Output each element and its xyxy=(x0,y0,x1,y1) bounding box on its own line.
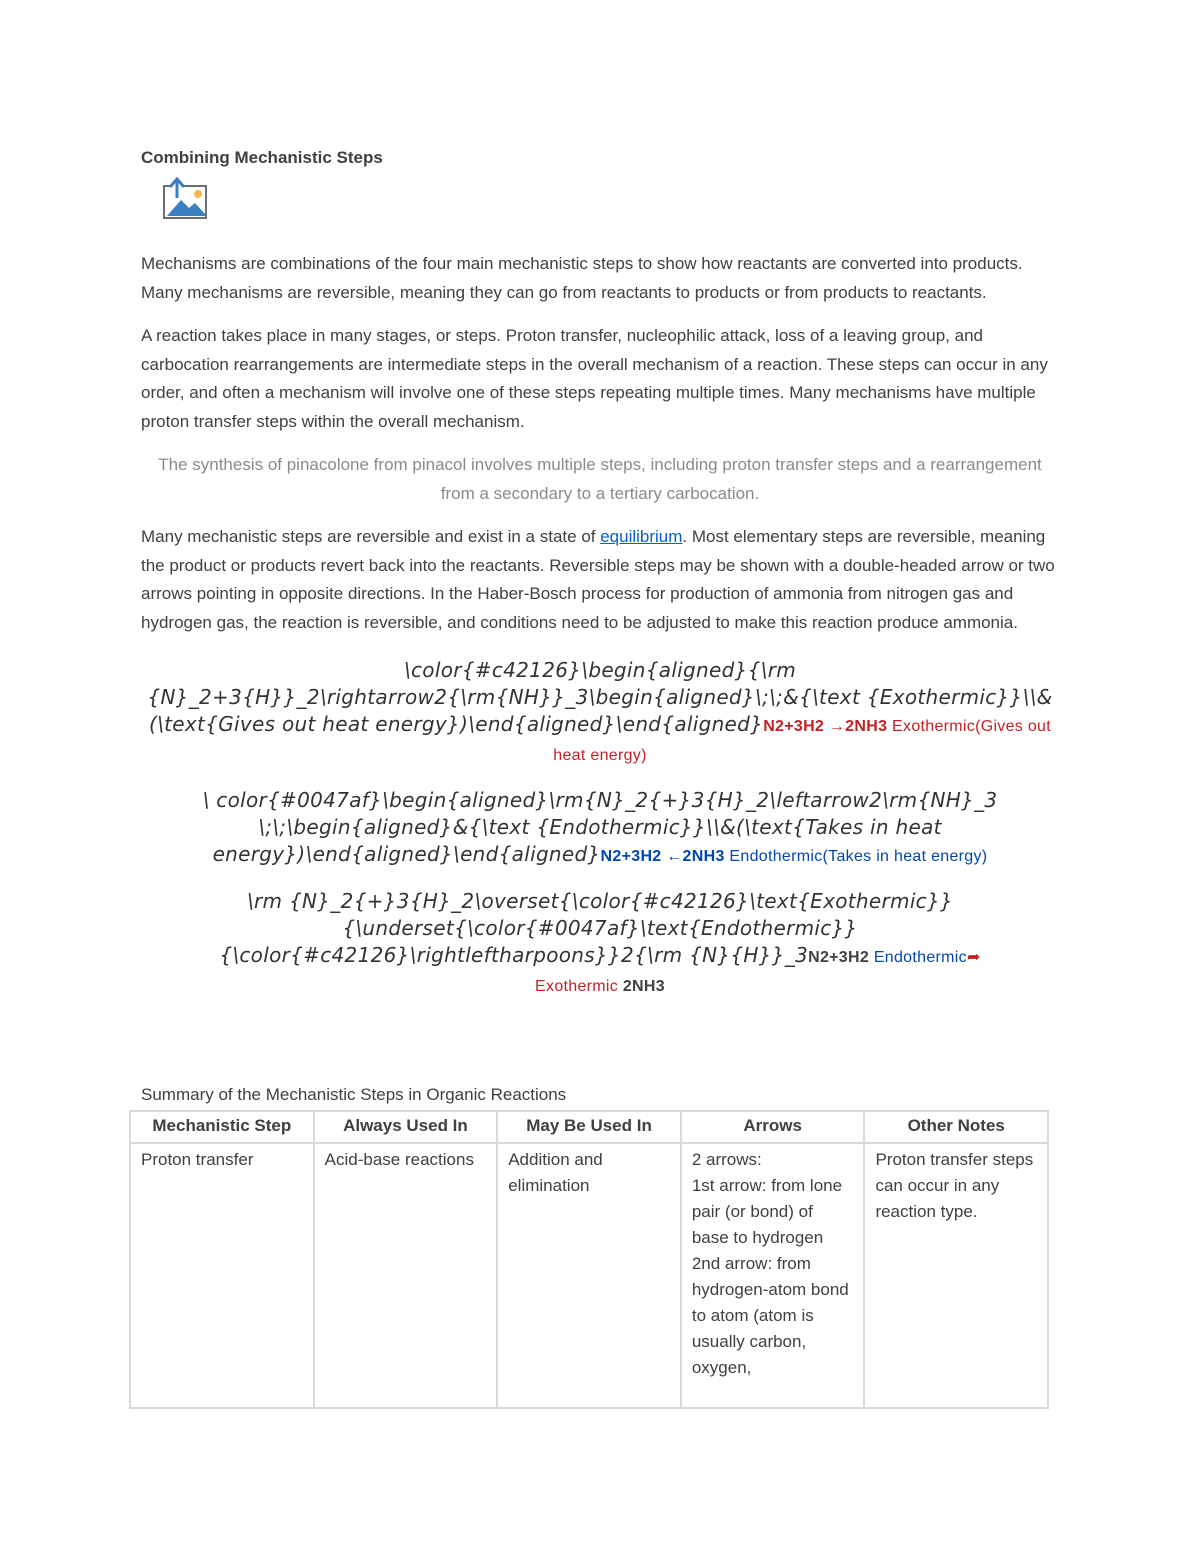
endothermic-formula: N2+3H2 ←2NH3 xyxy=(600,848,725,865)
exothermic-equation xyxy=(141,657,1059,769)
cell-step: Proton transfer xyxy=(130,1143,314,1408)
endothermic-latex: \ color{#0047af}\begin{aligned}\rm{N}_2{+}3{H}_2\leftarrow2\rm{NH}_3 \;\;\begin{aligned}&{\text {Endothermic}}\\&(\text{Takes in heat energy})\end{aligned}\end{aligned} xyxy=(202,788,998,866)
equilibrium-equation xyxy=(141,888,1059,1000)
exothermic-latex: \color{#c42126}\begin{aligned}{\rm {N}_2+3{H}}_2\rightarrow2{\rm{NH}}_3\begin{aligned}\;\;&{\text {Exothermic}}\\&(\text{Gives out heat energy})\end{aligned}\end{aligned} xyxy=(147,658,1053,736)
equilibrium-lhs: N2+3H2 xyxy=(808,949,874,966)
steps-paragraph: A reaction takes place in many stages, or steps. Proton transfer, nucleophilic attack, loss of a leaving group, and carbocation rearrangements are intermediate steps in the overall mechanism of a reaction. These steps can occur in any order, and often a mechanism will involve one of these steps repeating multiple times. Many mechanisms have multiple proton transfer steps within the overall mechanism. xyxy=(141,326,1048,431)
header-mechanistic-step: Mechanistic Step xyxy=(130,1111,314,1143)
arrows-line: 2 arrows: xyxy=(691,1150,762,1169)
equilibrium-exo-label: Exothermic xyxy=(535,978,619,995)
header-arrows: Arrows xyxy=(681,1111,865,1143)
endothermic-equation xyxy=(141,787,1059,870)
table-row xyxy=(130,1143,1048,1408)
header-always-used-in: Always Used In xyxy=(314,1111,498,1143)
equilibrium-paragraph xyxy=(141,523,1059,637)
intro-paragraph: Mechanisms are combinations of the four main mechanistic steps to show how reactants are converted into products. Many mechanisms are reversible, meaning they can go from reactants to products or from products to reactants. xyxy=(141,254,1023,302)
cell-always: Acid-base reactions xyxy=(314,1143,498,1408)
exothermic-note: (Gives out heat energy) xyxy=(553,718,1051,764)
exothermic-label: Exothermic xyxy=(887,718,976,735)
cell-notes: Proton transfer steps can occur in any reaction type. xyxy=(864,1143,1048,1408)
endothermic-label: Endothermic xyxy=(724,848,823,865)
cell-arrows xyxy=(681,1143,865,1408)
equilibrium-latex: \rm {N}_2{+}3{H}_2\overset{\color{#c42126}\text{Exothermic}}{\underset{\color{#0047af}\text{Endothermic}}{\color{#c42126}\rightleftharpoons}}2{\rm {N}{H}}_3 xyxy=(219,889,954,967)
table-title: Summary of the Mechanistic Steps in Organic Reactions xyxy=(141,1085,567,1104)
image-caption: The synthesis of pinacolone from pinacol involves multiple steps, including proton transfer steps and a rearrangement from a secondary to a tertiary carbocation. xyxy=(158,455,1042,503)
equilibrium-link[interactable]: equilibrium xyxy=(600,527,683,546)
header-other-notes: Other Notes xyxy=(864,1111,1048,1143)
exothermic-formula: N2+3H2 →2NH3 xyxy=(763,718,888,735)
cell-may: Addition and elimination xyxy=(497,1143,681,1408)
header-may-be-used-in: May Be Used In xyxy=(497,1111,681,1143)
equilibrium-rhs: 2NH3 xyxy=(618,978,665,995)
table-header-row xyxy=(130,1111,1048,1143)
endothermic-note: (Takes in heat energy) xyxy=(822,848,988,865)
equilibrium-text-after: . Most elementary steps are reversible, meaning the product or products revert back into the reactants. Reversible steps may be shown with a double-headed arrow or two arrows pointing in opposite directions. In the Haber-Bosch process for production of ammonia from nitrogen gas and hydrogen gas, the reaction is reversible, and conditions need to be adjusted to make this reaction produce ammonia. xyxy=(141,527,1055,632)
arrows-line: 2nd arrow: from hydrogen-atom bond to atom (atom is usually carbon, oxygen, xyxy=(691,1254,849,1377)
arrows-line: 1st arrow: from lone pair (or bond) of base to hydrogen xyxy=(691,1176,843,1247)
equilibrium-arrow-icon: ➦ xyxy=(966,949,981,966)
equilibrium-endo-label: Endothermic xyxy=(873,949,967,966)
equilibrium-text-before: Many mechanistic steps are reversible and exist in a state of xyxy=(141,527,601,546)
document-body xyxy=(141,148,1059,1010)
mechanistic-steps-table xyxy=(129,1110,1049,1409)
document-heading: Combining Mechanistic Steps xyxy=(141,148,383,167)
image-placeholder-icon xyxy=(161,176,209,222)
